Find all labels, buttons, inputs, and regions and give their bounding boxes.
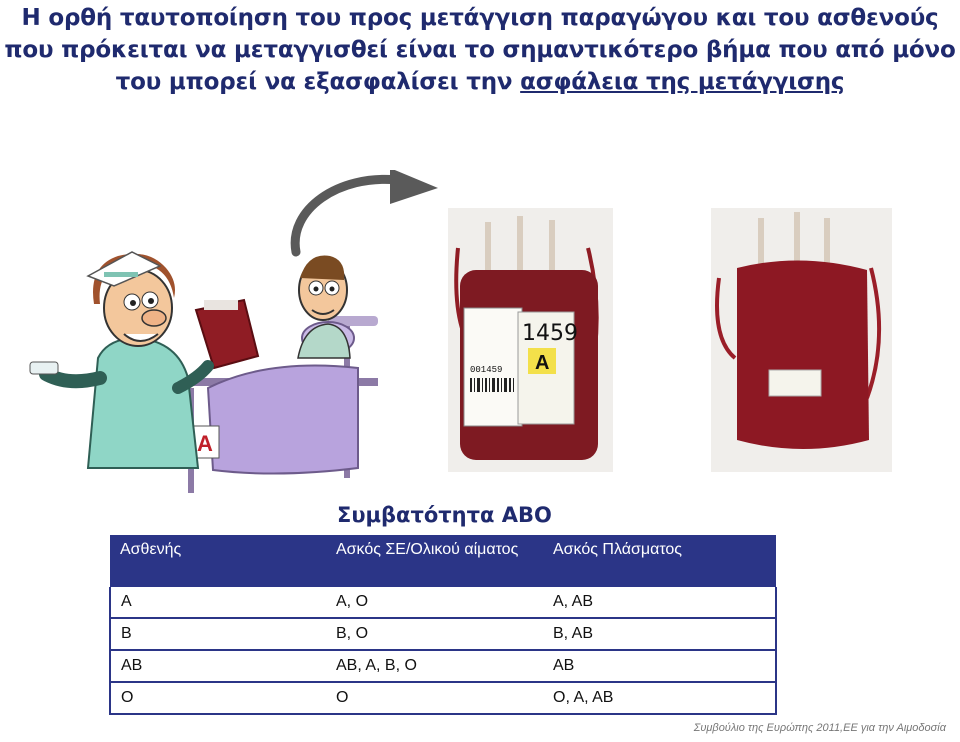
- cell-patient: B: [110, 618, 326, 650]
- cell-rbc: O: [326, 682, 543, 714]
- cell-plasma: AB: [543, 650, 776, 682]
- header-plasma: Ασκός Πλάσματος: [543, 535, 776, 587]
- cell-patient: A: [110, 587, 326, 618]
- cell-patient: AB: [110, 650, 326, 682]
- cell-plasma: O, A, AB: [543, 682, 776, 714]
- table-header-row: [110, 535, 776, 587]
- bag-handwritten-number: 1459: [522, 321, 578, 346]
- table-row: [110, 650, 776, 682]
- blood-bag-photo-labeled: [448, 208, 613, 472]
- headline: [0, 2, 960, 98]
- bag-code: 001459: [470, 365, 503, 375]
- table-title: Συμβατότητα ΑΒΟ: [337, 503, 552, 527]
- cell-rbc: A, O: [326, 587, 543, 618]
- blood-bag-photo: [711, 208, 892, 472]
- cell-rbc: B, O: [326, 618, 543, 650]
- cell-patient: O: [110, 682, 326, 714]
- abo-compatibility-table: [109, 535, 777, 715]
- headline-underlined-text: ασφάλεια της μετάγγισης: [520, 69, 845, 95]
- bed-sign-letter: A: [197, 431, 213, 456]
- bag-blood-group: A: [535, 352, 550, 374]
- table-row: [110, 618, 776, 650]
- cell-rbc: AB, A, B, O: [326, 650, 543, 682]
- header-rbc-whole-blood: Ασκός ΣΕ/Ολικού αίματος: [326, 535, 543, 587]
- source-note: Συμβούλιο της Ευρώπης 2011,ΕΕ για την Αιμοδοσία: [693, 722, 946, 734]
- header-patient: Ασθενής: [110, 535, 326, 587]
- nurse-patient-illustration: [28, 238, 390, 496]
- headline-text: Η ορθή ταυτοποίηση του προς μετάγγιση παραγώγου και του ασθενούς που πρόκειται να μεταγγισθεί είναι το σημαντικότερο βήμα που από μόνο του μπορεί να εξασφαλίσει την: [4, 5, 956, 95]
- cell-plasma: A, AB: [543, 587, 776, 618]
- table-row: [110, 682, 776, 714]
- table-row: [110, 587, 776, 618]
- cell-plasma: B, AB: [543, 618, 776, 650]
